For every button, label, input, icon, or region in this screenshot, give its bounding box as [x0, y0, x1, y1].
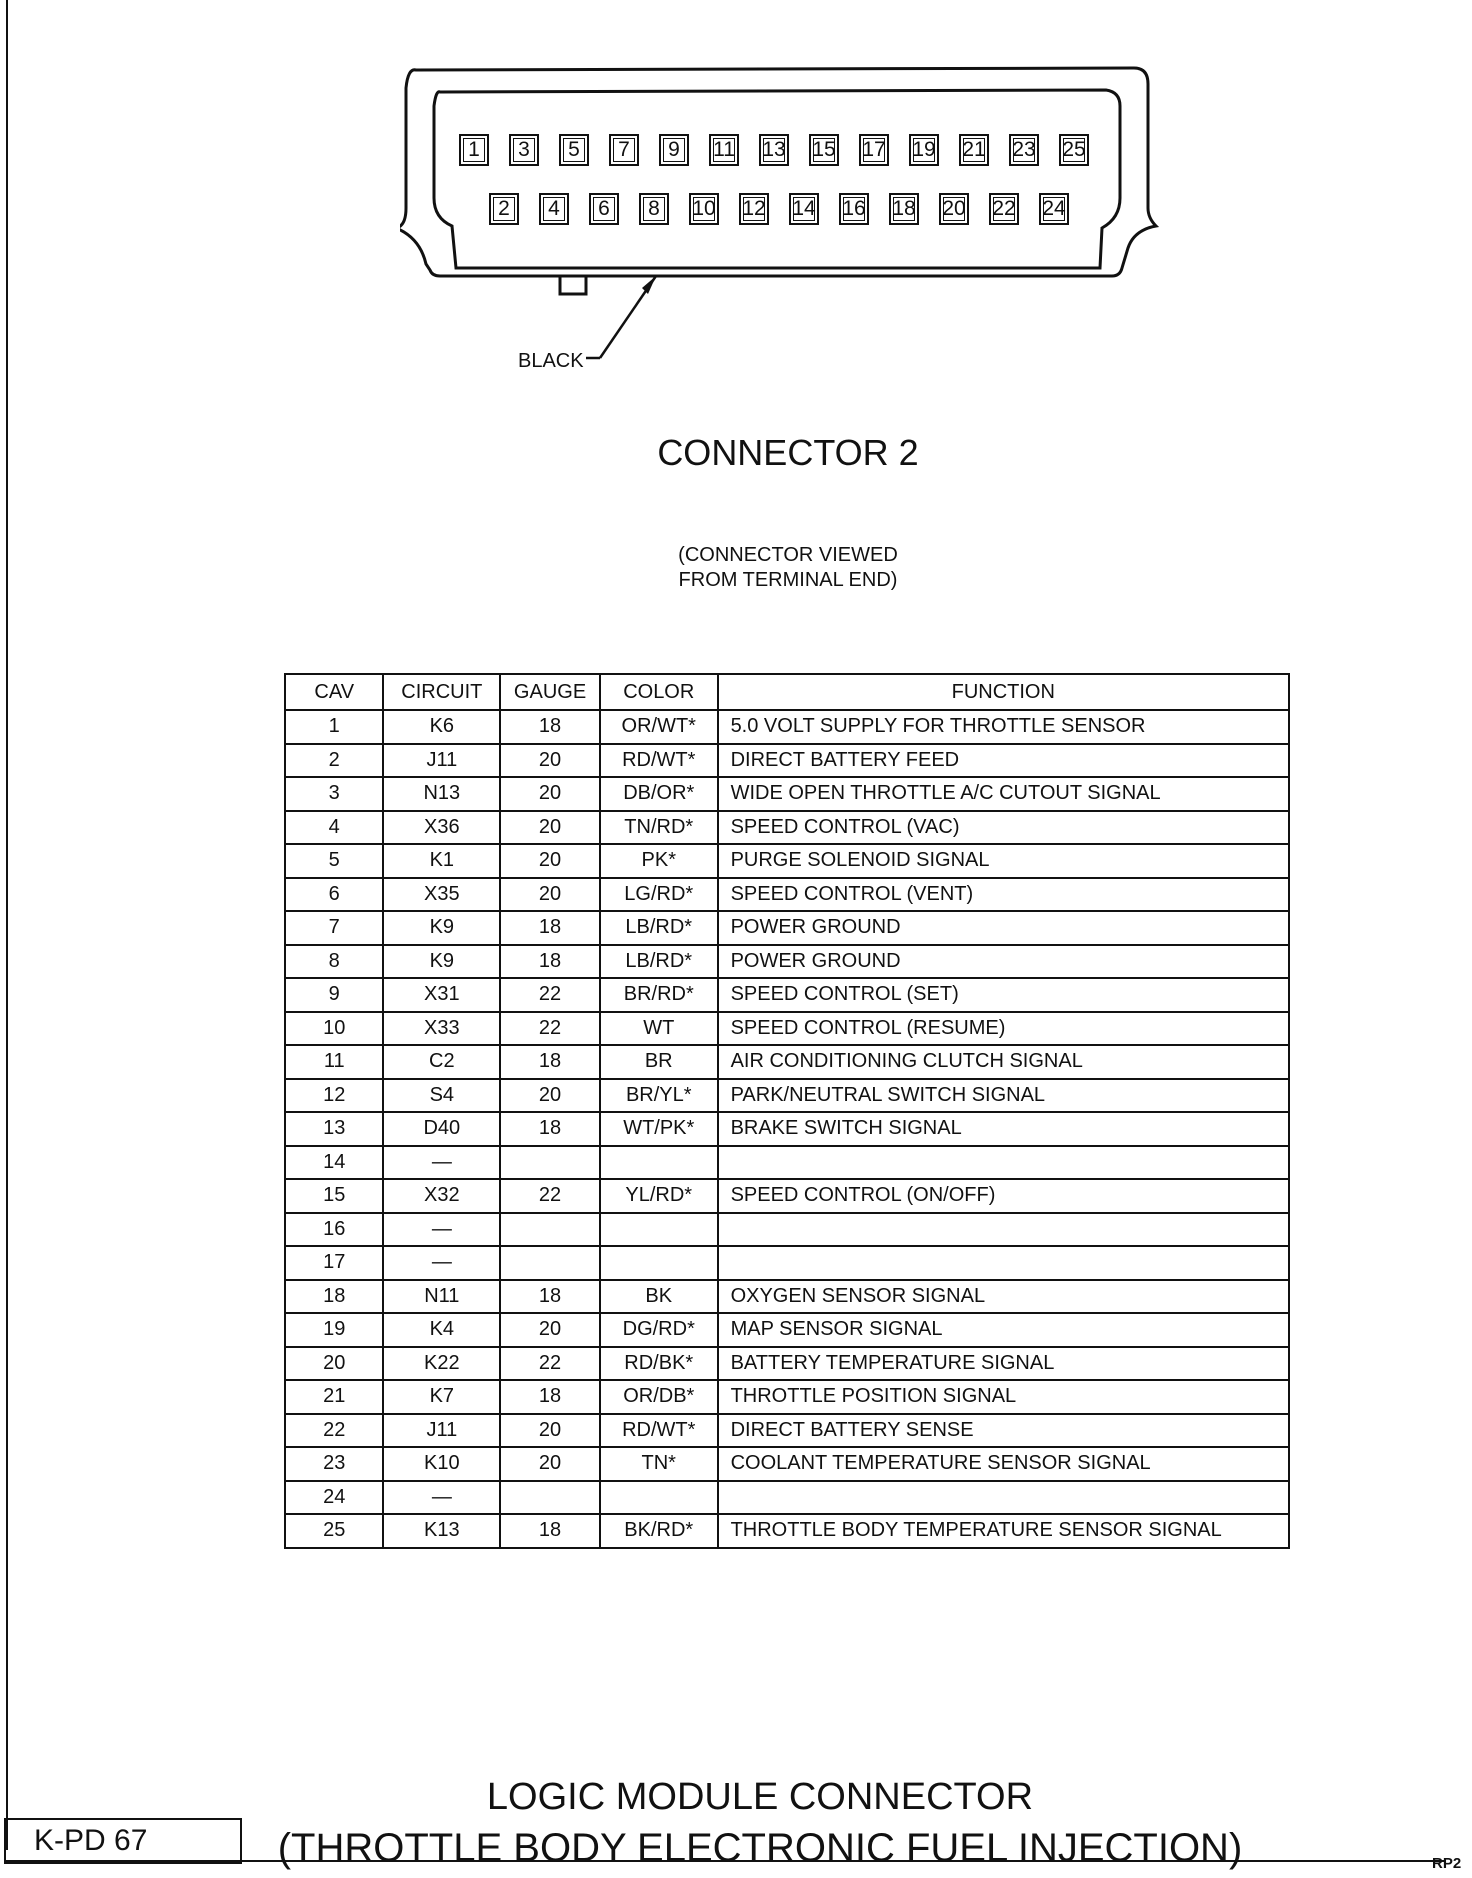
table-row [285, 744, 1289, 778]
cell-cav: 9 [285, 978, 383, 1012]
cell-color: BK [600, 1280, 718, 1314]
cell-function: SPEED CONTROL (VAC) [718, 811, 1289, 845]
cell-gauge [500, 1481, 600, 1515]
table-row [285, 710, 1289, 744]
cell-gauge: 18 [500, 710, 600, 744]
cell-function: SPEED CONTROL (VENT) [718, 878, 1289, 912]
connector-pin: 25 [1059, 134, 1089, 166]
connector-pin: 13 [759, 134, 789, 166]
connector-pin: 2 [489, 193, 519, 225]
table-row [285, 1112, 1289, 1146]
cell-gauge [500, 1246, 600, 1280]
cell-color: LB/RD* [600, 945, 718, 979]
table-header-row [285, 674, 1289, 710]
cell-circuit: J11 [383, 744, 500, 778]
subtitle-line-2: FROM TERMINAL END) [678, 569, 898, 591]
table-row [285, 777, 1289, 811]
subtitle-line-1: (CONNECTOR VIEWED [678, 544, 898, 566]
cell-cav: 7 [285, 911, 383, 945]
cell-cav: 11 [285, 1045, 383, 1079]
header-cav: CAV [285, 674, 383, 710]
header-function: FUNCTION [718, 674, 1289, 710]
cell-circuit: K7 [383, 1380, 500, 1414]
cell-cav: 12 [285, 1079, 383, 1113]
cell-gauge: 18 [500, 1380, 600, 1414]
cell-color: BR [600, 1045, 718, 1079]
corner-code: RP2 [1432, 1855, 1462, 1872]
cell-gauge: 18 [500, 1045, 600, 1079]
cell-circuit: S4 [383, 1079, 500, 1113]
cell-cav: 4 [285, 811, 383, 845]
connector-title: CONNECTOR 2 [657, 432, 919, 473]
footer-title-line-1: LOGIC MODULE CONNECTOR [486, 1776, 1034, 1818]
cell-function: POWER GROUND [718, 911, 1289, 945]
cell-function: PURGE SOLENOID SIGNAL [718, 844, 1289, 878]
table-row [285, 1447, 1289, 1481]
black-callout-label: BLACK [518, 350, 584, 372]
cell-cav: 14 [285, 1146, 383, 1180]
cell-circuit: X36 [383, 811, 500, 845]
cell-color: OR/DB* [600, 1380, 718, 1414]
cell-function: OXYGEN SENSOR SIGNAL [718, 1280, 1289, 1314]
connector-pin: 14 [789, 193, 819, 225]
cell-color: OR/WT* [600, 710, 718, 744]
connector-pin: 19 [909, 134, 939, 166]
cell-function [718, 1481, 1289, 1515]
cell-cav: 17 [285, 1246, 383, 1280]
table-row [285, 1079, 1289, 1113]
cell-gauge: 22 [500, 1179, 600, 1213]
cell-function [718, 1246, 1289, 1280]
cell-cav: 2 [285, 744, 383, 778]
cell-color: TN* [600, 1447, 718, 1481]
cell-color: RD/BK* [600, 1347, 718, 1381]
cell-circuit: N13 [383, 777, 500, 811]
connector-pin: 12 [739, 193, 769, 225]
cell-cav: 19 [285, 1313, 383, 1347]
cell-circuit: N11 [383, 1280, 500, 1314]
cell-color: DG/RD* [600, 1313, 718, 1347]
cell-cav: 18 [285, 1280, 383, 1314]
cell-cav: 10 [285, 1012, 383, 1046]
cell-gauge: 20 [500, 1313, 600, 1347]
cell-function: COOLANT TEMPERATURE SENSOR SIGNAL [718, 1447, 1289, 1481]
cell-circuit: C2 [383, 1045, 500, 1079]
cell-color [600, 1481, 718, 1515]
table-row [285, 844, 1289, 878]
table-row [285, 1012, 1289, 1046]
cell-cav: 23 [285, 1447, 383, 1481]
cell-color [600, 1213, 718, 1247]
cell-circuit: — [383, 1213, 500, 1247]
cell-function: POWER GROUND [718, 945, 1289, 979]
cell-color: DB/OR* [600, 777, 718, 811]
cell-circuit: X31 [383, 978, 500, 1012]
table-row [285, 1146, 1289, 1180]
connector-pin: 15 [809, 134, 839, 166]
footer-title-line-2: (THROTTLE BODY ELECTRONIC FUEL INJECTION) [277, 1826, 1243, 1870]
connector-pin: 21 [959, 134, 989, 166]
cell-gauge: 22 [500, 1347, 600, 1381]
cell-gauge: 20 [500, 878, 600, 912]
connector-pin: 18 [889, 193, 919, 225]
connector-pin: 6 [589, 193, 619, 225]
cell-cav: 1 [285, 710, 383, 744]
connector-pin: 22 [989, 193, 1019, 225]
connector-pin: 11 [709, 134, 739, 166]
table-row [285, 945, 1289, 979]
cell-circuit: — [383, 1246, 500, 1280]
cell-cav: 15 [285, 1179, 383, 1213]
table-row [285, 1414, 1289, 1448]
cell-circuit: K22 [383, 1347, 500, 1381]
cell-color: BR/YL* [600, 1079, 718, 1113]
cell-circuit: D40 [383, 1112, 500, 1146]
cell-function: BATTERY TEMPERATURE SIGNAL [718, 1347, 1289, 1381]
cell-color: RD/WT* [600, 1414, 718, 1448]
cell-gauge: 20 [500, 844, 600, 878]
cell-function [718, 1146, 1289, 1180]
table-row [285, 911, 1289, 945]
table-row [285, 878, 1289, 912]
cell-gauge: 18 [500, 911, 600, 945]
cell-color: WT/PK* [600, 1112, 718, 1146]
cell-circuit: J11 [383, 1414, 500, 1448]
connector-pin: 5 [559, 134, 589, 166]
cell-color: WT [600, 1012, 718, 1046]
cell-function: THROTTLE BODY TEMPERATURE SENSOR SIGNAL [718, 1514, 1289, 1548]
cell-gauge: 18 [500, 1514, 600, 1548]
connector-pin: 9 [659, 134, 689, 166]
page-code-box: K-PD 67 [4, 1818, 242, 1864]
connector-pin: 1 [459, 134, 489, 166]
cell-circuit: X33 [383, 1012, 500, 1046]
connector-pin: 23 [1009, 134, 1039, 166]
table-row [285, 1347, 1289, 1381]
cell-function: MAP SENSOR SIGNAL [718, 1313, 1289, 1347]
cell-circuit: K9 [383, 945, 500, 979]
left-border-rule [6, 0, 8, 1850]
connector-pin: 24 [1039, 193, 1069, 225]
cell-cav: 8 [285, 945, 383, 979]
table-row [285, 1213, 1289, 1247]
cell-gauge [500, 1213, 600, 1247]
cell-color [600, 1146, 718, 1180]
cell-circuit: K1 [383, 844, 500, 878]
cell-function: 5.0 VOLT SUPPLY FOR THROTTLE SENSOR [718, 710, 1289, 744]
cell-cav: 13 [285, 1112, 383, 1146]
connector-pin: 20 [939, 193, 969, 225]
table-row [285, 1481, 1289, 1515]
pinout-table [284, 673, 1290, 1549]
cell-circuit: K10 [383, 1447, 500, 1481]
cell-color: LG/RD* [600, 878, 718, 912]
cell-color: YL/RD* [600, 1179, 718, 1213]
connector-pin: 8 [639, 193, 669, 225]
cell-circuit: — [383, 1146, 500, 1180]
connector-subtitle [0, 543, 1472, 593]
cell-function: SPEED CONTROL (ON/OFF) [718, 1179, 1289, 1213]
cell-gauge: 18 [500, 945, 600, 979]
cell-circuit: K13 [383, 1514, 500, 1548]
cell-function: PARK/NEUTRAL SWITCH SIGNAL [718, 1079, 1289, 1113]
table-row [285, 1380, 1289, 1414]
cell-gauge: 18 [500, 1112, 600, 1146]
cell-cav: 3 [285, 777, 383, 811]
cell-color: BR/RD* [600, 978, 718, 1012]
cell-gauge: 20 [500, 1447, 600, 1481]
cell-function: BRAKE SWITCH SIGNAL [718, 1112, 1289, 1146]
connector-pin: 7 [609, 134, 639, 166]
cell-cav: 16 [285, 1213, 383, 1247]
cell-cav: 21 [285, 1380, 383, 1414]
table-row [285, 811, 1289, 845]
cell-circuit: K4 [383, 1313, 500, 1347]
cell-gauge: 22 [500, 1012, 600, 1046]
connector-pin: 10 [689, 193, 719, 225]
cell-cav: 24 [285, 1481, 383, 1515]
cell-gauge: 20 [500, 777, 600, 811]
cell-function: SPEED CONTROL (SET) [718, 978, 1289, 1012]
cell-gauge: 20 [500, 1414, 600, 1448]
cell-cav: 6 [285, 878, 383, 912]
cell-function: AIR CONDITIONING CLUTCH SIGNAL [718, 1045, 1289, 1079]
header-color: COLOR [600, 674, 718, 710]
header-gauge: GAUGE [500, 674, 600, 710]
cell-circuit: K9 [383, 911, 500, 945]
table-row [285, 1514, 1289, 1548]
cell-cav: 25 [285, 1514, 383, 1548]
cell-cav: 20 [285, 1347, 383, 1381]
table-row [285, 1280, 1289, 1314]
connector-pin: 16 [839, 193, 869, 225]
cell-function [718, 1213, 1289, 1247]
cell-circuit: X32 [383, 1179, 500, 1213]
cell-color: TN/RD* [600, 811, 718, 845]
table-row [285, 1045, 1289, 1079]
cell-circuit: K6 [383, 710, 500, 744]
cell-gauge: 18 [500, 1280, 600, 1314]
cell-cav: 22 [285, 1414, 383, 1448]
table-row [285, 978, 1289, 1012]
table-row [285, 1246, 1289, 1280]
cell-gauge: 20 [500, 811, 600, 845]
cell-circuit: X35 [383, 878, 500, 912]
header-circuit: CIRCUIT [383, 674, 500, 710]
cell-function: WIDE OPEN THROTTLE A/C CUTOUT SIGNAL [718, 777, 1289, 811]
cell-gauge [500, 1146, 600, 1180]
cell-function: DIRECT BATTERY FEED [718, 744, 1289, 778]
connector-pin: 3 [509, 134, 539, 166]
cell-cav: 5 [285, 844, 383, 878]
cell-function: SPEED CONTROL (RESUME) [718, 1012, 1289, 1046]
cell-circuit: — [383, 1481, 500, 1515]
table-row [285, 1313, 1289, 1347]
cell-function: DIRECT BATTERY SENSE [718, 1414, 1289, 1448]
connector-pin: 4 [539, 193, 569, 225]
cell-gauge: 22 [500, 978, 600, 1012]
cell-gauge: 20 [500, 1079, 600, 1113]
cell-color: LB/RD* [600, 911, 718, 945]
cell-color: BK/RD* [600, 1514, 718, 1548]
table-row [285, 1179, 1289, 1213]
cell-color: RD/WT* [600, 744, 718, 778]
cell-gauge: 20 [500, 744, 600, 778]
cell-color: PK* [600, 844, 718, 878]
connector-pin: 17 [859, 134, 889, 166]
cell-color [600, 1246, 718, 1280]
cell-function: THROTTLE POSITION SIGNAL [718, 1380, 1289, 1414]
